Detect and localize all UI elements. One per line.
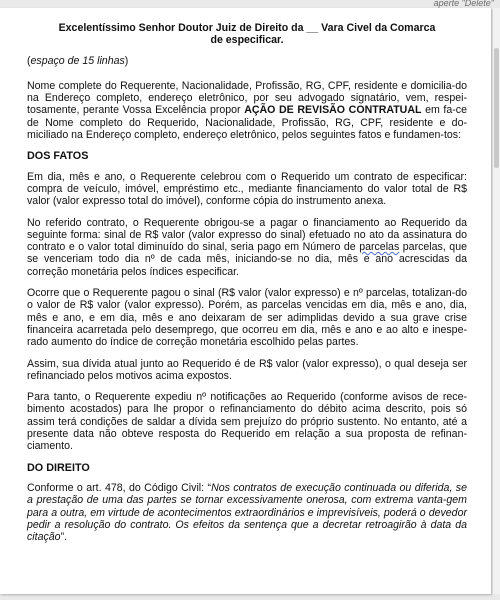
document-body[interactable] [27,22,467,552]
fatos-paragraph-1: Em dia, mês e ano, o Requerente celebrou com o Requerido um contrato de especificar: compra de veículo, imóvel, empréstimo etc., mediante financiamento do valor total de R$ valor (valor expresso total do imóvel), conforme cópia do instrumento anexa. [27,170,467,208]
delete-hint: aperte "Delete" [433,0,494,8]
fatos-paragraph-2: No referido contrato, o Requerente obrigou-se a pagar o financiamento ao Requerido da seguinte forma: sinal de R$ valor (valor expresso do sinal) efetuado no ato da assinatura do contrato e o valor total diminuído do sinal, seria pago em Número de parcelas parcelas, que se venceriam todo dia nº de cada mês, iniciando-se no dia, mês e ano acrescidas da correção monetária pelos índices especificar. [27,216,467,278]
title-line-2: de especificar. [210,34,284,47]
section-heading-fatos: DOS FATOS [27,150,89,163]
title-line-1: Excelentíssimo Senhor Doutor Juiz de Direito da __ Vara Civel da Comarca [58,22,436,34]
scrollbar-thumb[interactable] [494,48,499,168]
spacer-note-text: espaço de 15 linhas [30,54,125,67]
document-page[interactable] [0,8,491,594]
fatos-paragraph-4: Assim, sua dívida atual junto ao Requerido é de R$ valor (valor expresso), o qual deseja ser refinanciado pelos motivos acima expostos. [27,357,467,382]
fatos-paragraph-3: Ocorre que o Requerente pagou o sinal (R$ valor (valor expresso) e nº parcelas, totalizan-do o valor de R$ valor (valor expresso). Porém, as parcelas vencidas em dia, mês e ano, dia, mês e ano, e em dia, mês e ano deixaram de ser adimplidas devido a sua grave crise financeira acarretada pelo desemprego, que ocorreu em dia, mês e ano e ao alto e inespe-rado aumento do índice de correção monetária escolhido pelas partes. [27,287,467,349]
fatos-paragraph-5: Para tanto, o Requerente expediu nº notificações ao Requerido (conforme avisos de rece-bimento acostados) para lhe propor o refinanciamento do débito acima descrito, pois só assim terá condições de saldar a dívida sem prejuízo do próprio sustento. No entanto, até a presente data não obteve resposta do Requerido em relação a sua proposta de refinan-ciamento. [27,391,467,453]
legal-quote: Nos contratos de execução continuada ou diferida, se a prestação de uma das partes se tornar excessivamente onerosa, com extrema vanta-gem para a outra, em virtude de acontecimentos extraordinários e imprevisíveis, poderá o devedor pedir a resolução do contrato. Os efeitos da sentença que a decretar retroagirão à data da citação [27,481,467,544]
document-title [27,22,467,47]
spacer-note: (espaço de 15 linhas) [27,54,129,67]
section-heading-direito: DO DIREITO [27,461,90,474]
direito-paragraph-1: Conforme o art. 478, do Código Civil: “Nos contratos de execução continuada ou diferida, se a prestação de uma das partes se tornar excessivamente onerosa, com extrema vanta-gem para a outra, em virtude de acontecimentos extraordinários e imprevisíveis, poderá o devedor pedir a resolução do contrato. Os efeitos da sentença que a decretar retroagirão à data da citação”. [27,481,467,544]
spellcheck-word[interactable]: parcelas [359,241,400,254]
intro-paragraph: Nome complete do Requerente, Nacionalidade, Profissão, RG, CPF, residente e domicilia-do na Endereço completo, endereço eletrônico, por seu advogado signatário, vem, respei-tosamente, perante Vossa Excelência propor AÇÃO DE REVISÃO CONTRATUAL em fa-ce de Nome completo do Requerido, Nacionalidade, Profissão, RG, CPF, residente e do-miciliado na Endereço completo, endereço eletrônico, pelos seguintes fatos e fundamen-tos: [27,79,467,142]
action-title: AÇÃO DE REVISÃO CONTRATUAL [244,104,422,117]
vertical-scrollbar[interactable] [493,8,500,594]
